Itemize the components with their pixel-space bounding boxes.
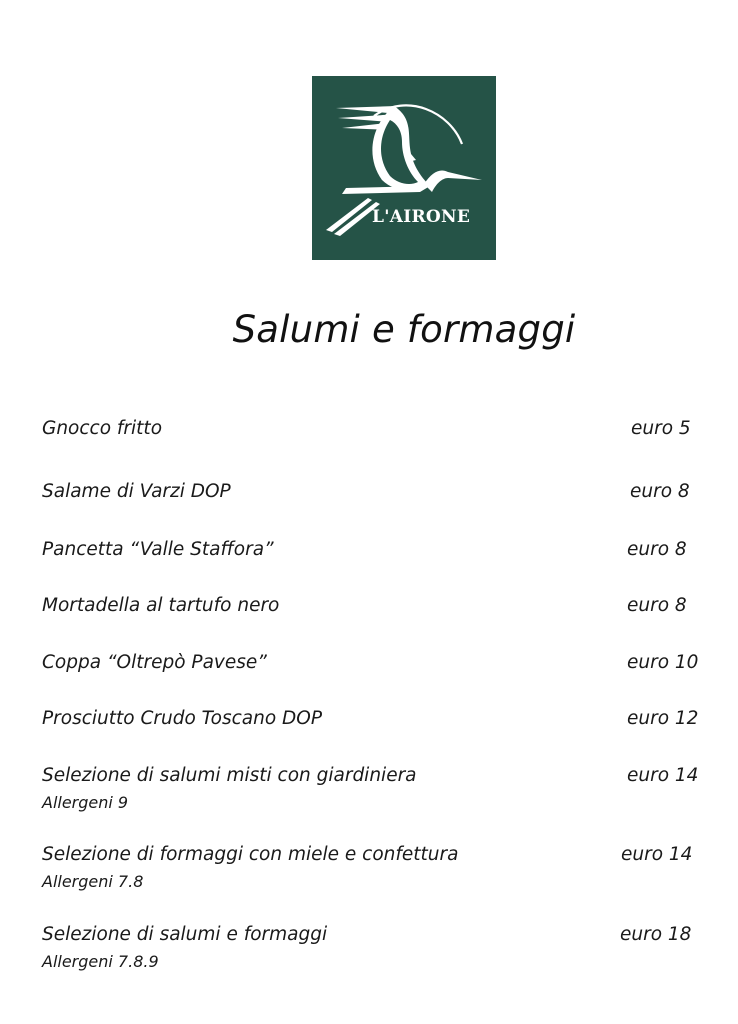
menu-item-name: Mortadella al tartufo nero (42, 595, 280, 616)
menu-item-price: euro 12 (627, 708, 699, 729)
menu-item-name: Coppa “Oltrepò Pavese” (42, 652, 267, 673)
menu-item-price: euro 8 (627, 539, 687, 560)
menu-item-allergens: Allergeni 9 (42, 793, 129, 812)
menu-item-price: euro 10 (627, 652, 699, 673)
menu-item-pancetta (42, 538, 722, 562)
menu-item-salame-varzi (42, 480, 722, 504)
menu-item-allergens: Allergeni 7.8 (42, 872, 144, 891)
menu-item-name: Gnocco fritto (42, 418, 163, 439)
menu-item-selezione-salumi (42, 764, 722, 814)
menu-item-price: euro 14 (627, 765, 699, 786)
menu-item-mortadella (42, 594, 722, 618)
menu-item-gnocco-fritto (42, 417, 722, 441)
menu-item-name: Selezione di formaggi con miele e confettura (42, 844, 459, 865)
menu-item-price: euro 14 (621, 844, 693, 865)
menu-item-price: euro 8 (627, 595, 687, 616)
menu-item-price: euro 18 (620, 924, 692, 945)
restaurant-logo (312, 76, 496, 260)
logo-brand-text: L'AIRONE (372, 207, 471, 227)
menu-item-name: Selezione di salumi e formaggi (42, 924, 328, 945)
menu-item-prosciutto (42, 707, 722, 731)
menu-item-name: Prosciutto Crudo Toscano DOP (42, 708, 323, 729)
heron-icon (312, 76, 496, 260)
menu-item-selezione-formaggi (42, 843, 722, 893)
menu-item-allergens: Allergeni 7.8.9 (42, 952, 159, 971)
menu-item-selezione-salumi-formaggi (42, 923, 722, 973)
menu-item-name: Salame di Varzi DOP (42, 481, 231, 502)
menu-item-price: euro 8 (630, 481, 690, 502)
menu-item-coppa (42, 651, 722, 675)
menu-item-price: euro 5 (631, 418, 691, 439)
page-title: Salumi e formaggi (232, 308, 576, 351)
menu-item-name: Pancetta “Valle Staffora” (42, 539, 274, 560)
menu-item-name: Selezione di salumi misti con giardiniera (42, 765, 417, 786)
